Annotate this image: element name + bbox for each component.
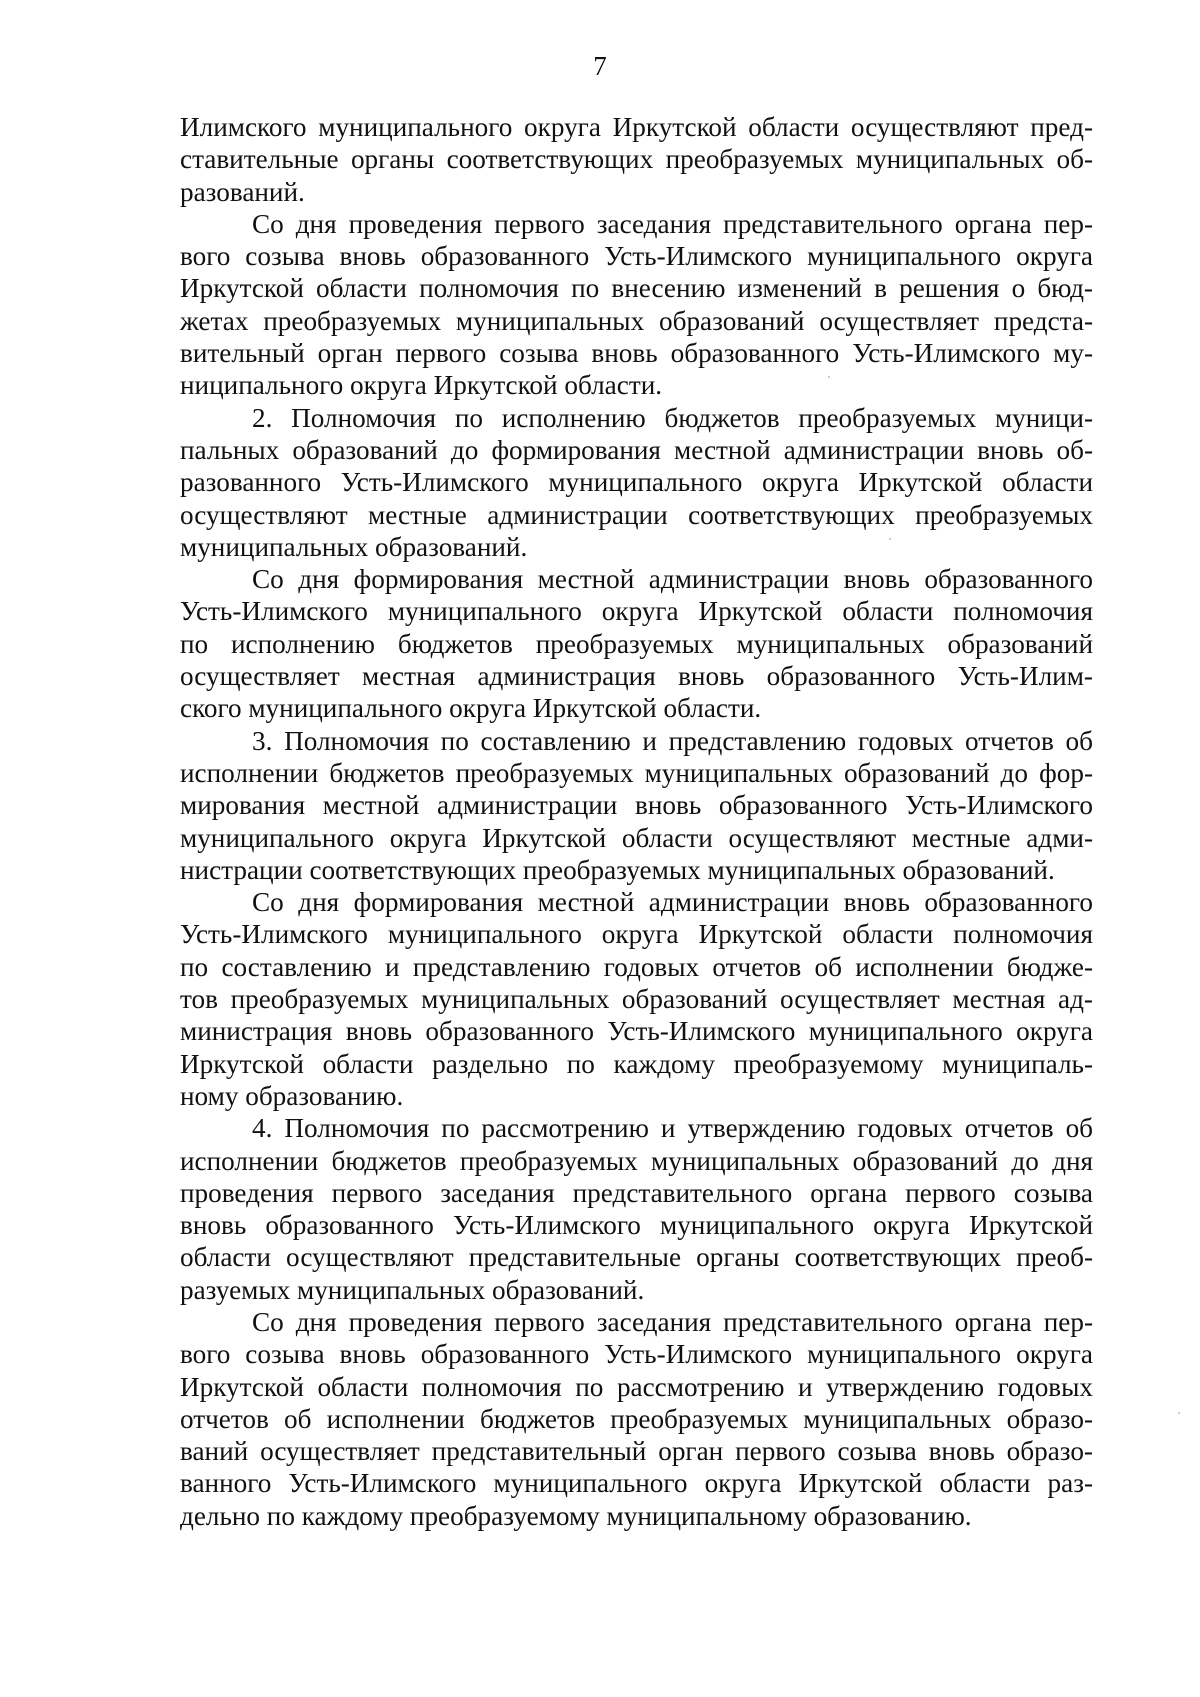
text-line: области осуществляют представительные органы соответствующих преоб- [180, 1242, 1093, 1273]
text-line: 2. Полномочия по исполнению бюджетов преобразуемых муници- [252, 402, 1093, 433]
document-body [180, 111, 1093, 1532]
text-line: 3. Полномочия по составлению и представлению годовых отчетов об [252, 725, 1093, 756]
text-line: исполнении бюджетов преобразуемых муниципальных образований до дня [180, 1145, 1093, 1176]
text-line: муниципальных образований. [180, 531, 528, 562]
text-line: Иркутской области раздельно по каждому преобразуемому муниципаль- [180, 1048, 1093, 1079]
paragraph-4 [180, 563, 1093, 724]
text-line: вого созыва вновь образованного Усть-Илимского муниципального округа [180, 241, 1093, 272]
text-line: муниципального округа Иркутской области осуществляют местные адми- [180, 822, 1093, 853]
paragraph-2 [180, 208, 1093, 402]
scan-speck [889, 538, 891, 540]
paragraph-8 [180, 1306, 1093, 1532]
text-line: осуществляет местная администрация вновь образованного Усть-Илим- [180, 661, 1093, 692]
text-line: осуществляют местные администрации соответствующих преобразуемых [180, 499, 1093, 530]
text-line: вого созыва вновь образованного Усть-Илимского муниципального округа [180, 1339, 1093, 1370]
text-line: ставительные органы соответствующих преобразуемых муниципальных об- [180, 144, 1093, 175]
text-line: разуемых муниципальных образований. [180, 1274, 645, 1305]
text-line: Со дня формирования местной администрации вновь образованного [252, 564, 1093, 595]
text-line: по исполнению бюджетов преобразуемых муниципальных образований [180, 628, 1093, 659]
text-line: Со дня проведения первого заседания представительного органа пер- [252, 208, 1093, 239]
text-line: Со дня формирования местной администрации вновь образованного [252, 887, 1093, 918]
paragraph-7 [180, 1112, 1093, 1306]
text-line: разованного Усть-Илимского муниципального округа Иркутской области [180, 467, 1093, 498]
text-line: ниципального округа Иркутской области. [180, 370, 663, 401]
text-line: нистрации соответствующих преобразуемых муниципальных образований. [180, 854, 1055, 885]
text-line: ному образованию. [180, 1080, 404, 1111]
text-line: 4. Полномочия по рассмотрению и утверждению годовых отчетов об [252, 1113, 1093, 1144]
text-line: по составлению и представлению годовых отчетов об исполнении бюдже- [180, 951, 1093, 982]
text-line: пальных образований до формирования местной администрации вновь об- [180, 434, 1093, 465]
text-line: мирования местной администрации вновь образованного Усть-Илимского [180, 790, 1093, 821]
page-number: 7 [593, 51, 607, 81]
text-line: разований. [180, 176, 305, 207]
text-line: вительный орган первого созыва вновь образованного Усть-Илимского му- [180, 338, 1093, 369]
paragraph-6 [180, 886, 1093, 1112]
text-line: Иркутской области полномочия по рассмотрению и утверждению годовых [180, 1371, 1093, 1402]
scan-speck [828, 376, 830, 378]
paragraph-3 [180, 402, 1093, 563]
text-line: вновь образованного Усть-Илимского муниципального округа Иркутской [180, 1210, 1093, 1241]
text-line: Илимского муниципального округа Иркутской области осуществляют пред- [180, 112, 1093, 142]
text-line: жетах преобразуемых муниципальных образований осуществляет предста- [180, 305, 1093, 336]
text-line: отчетов об исполнении бюджетов преобразуемых муниципальных образо- [180, 1403, 1093, 1434]
text-line: Усть-Илимского муниципального округа Иркутской области полномочия [180, 596, 1093, 627]
scan-speck [1178, 1412, 1180, 1414]
paragraph-1 [180, 111, 1093, 208]
text-line: дельно по каждому преобразуемому муниципальному образованию. [180, 1500, 972, 1531]
text-line: Иркутской области полномочия по внесению изменений в решения о бюд- [180, 273, 1093, 304]
paragraph-5 [180, 725, 1093, 886]
text-line: проведения первого заседания представительного органа первого созыва [180, 1177, 1093, 1208]
text-line: ваний осуществляет представительный орган первого созыва вновь образо- [180, 1436, 1093, 1467]
text-line: Усть-Илимского муниципального округа Иркутской области полномочия [180, 919, 1093, 950]
text-line: министрация вновь образованного Усть-Илимского муниципального округа [180, 1016, 1093, 1047]
text-line: Со дня проведения первого заседания представительного органа пер- [252, 1306, 1093, 1337]
text-line: тов преобразуемых муниципальных образований осуществляет местная ад- [180, 984, 1093, 1015]
text-line: исполнении бюджетов преобразуемых муниципальных образований до фор- [180, 757, 1093, 788]
text-line: ванного Усть-Илимского муниципального округа Иркутской области раз- [180, 1468, 1093, 1499]
text-line: ского муниципального округа Иркутской области. [180, 693, 762, 724]
